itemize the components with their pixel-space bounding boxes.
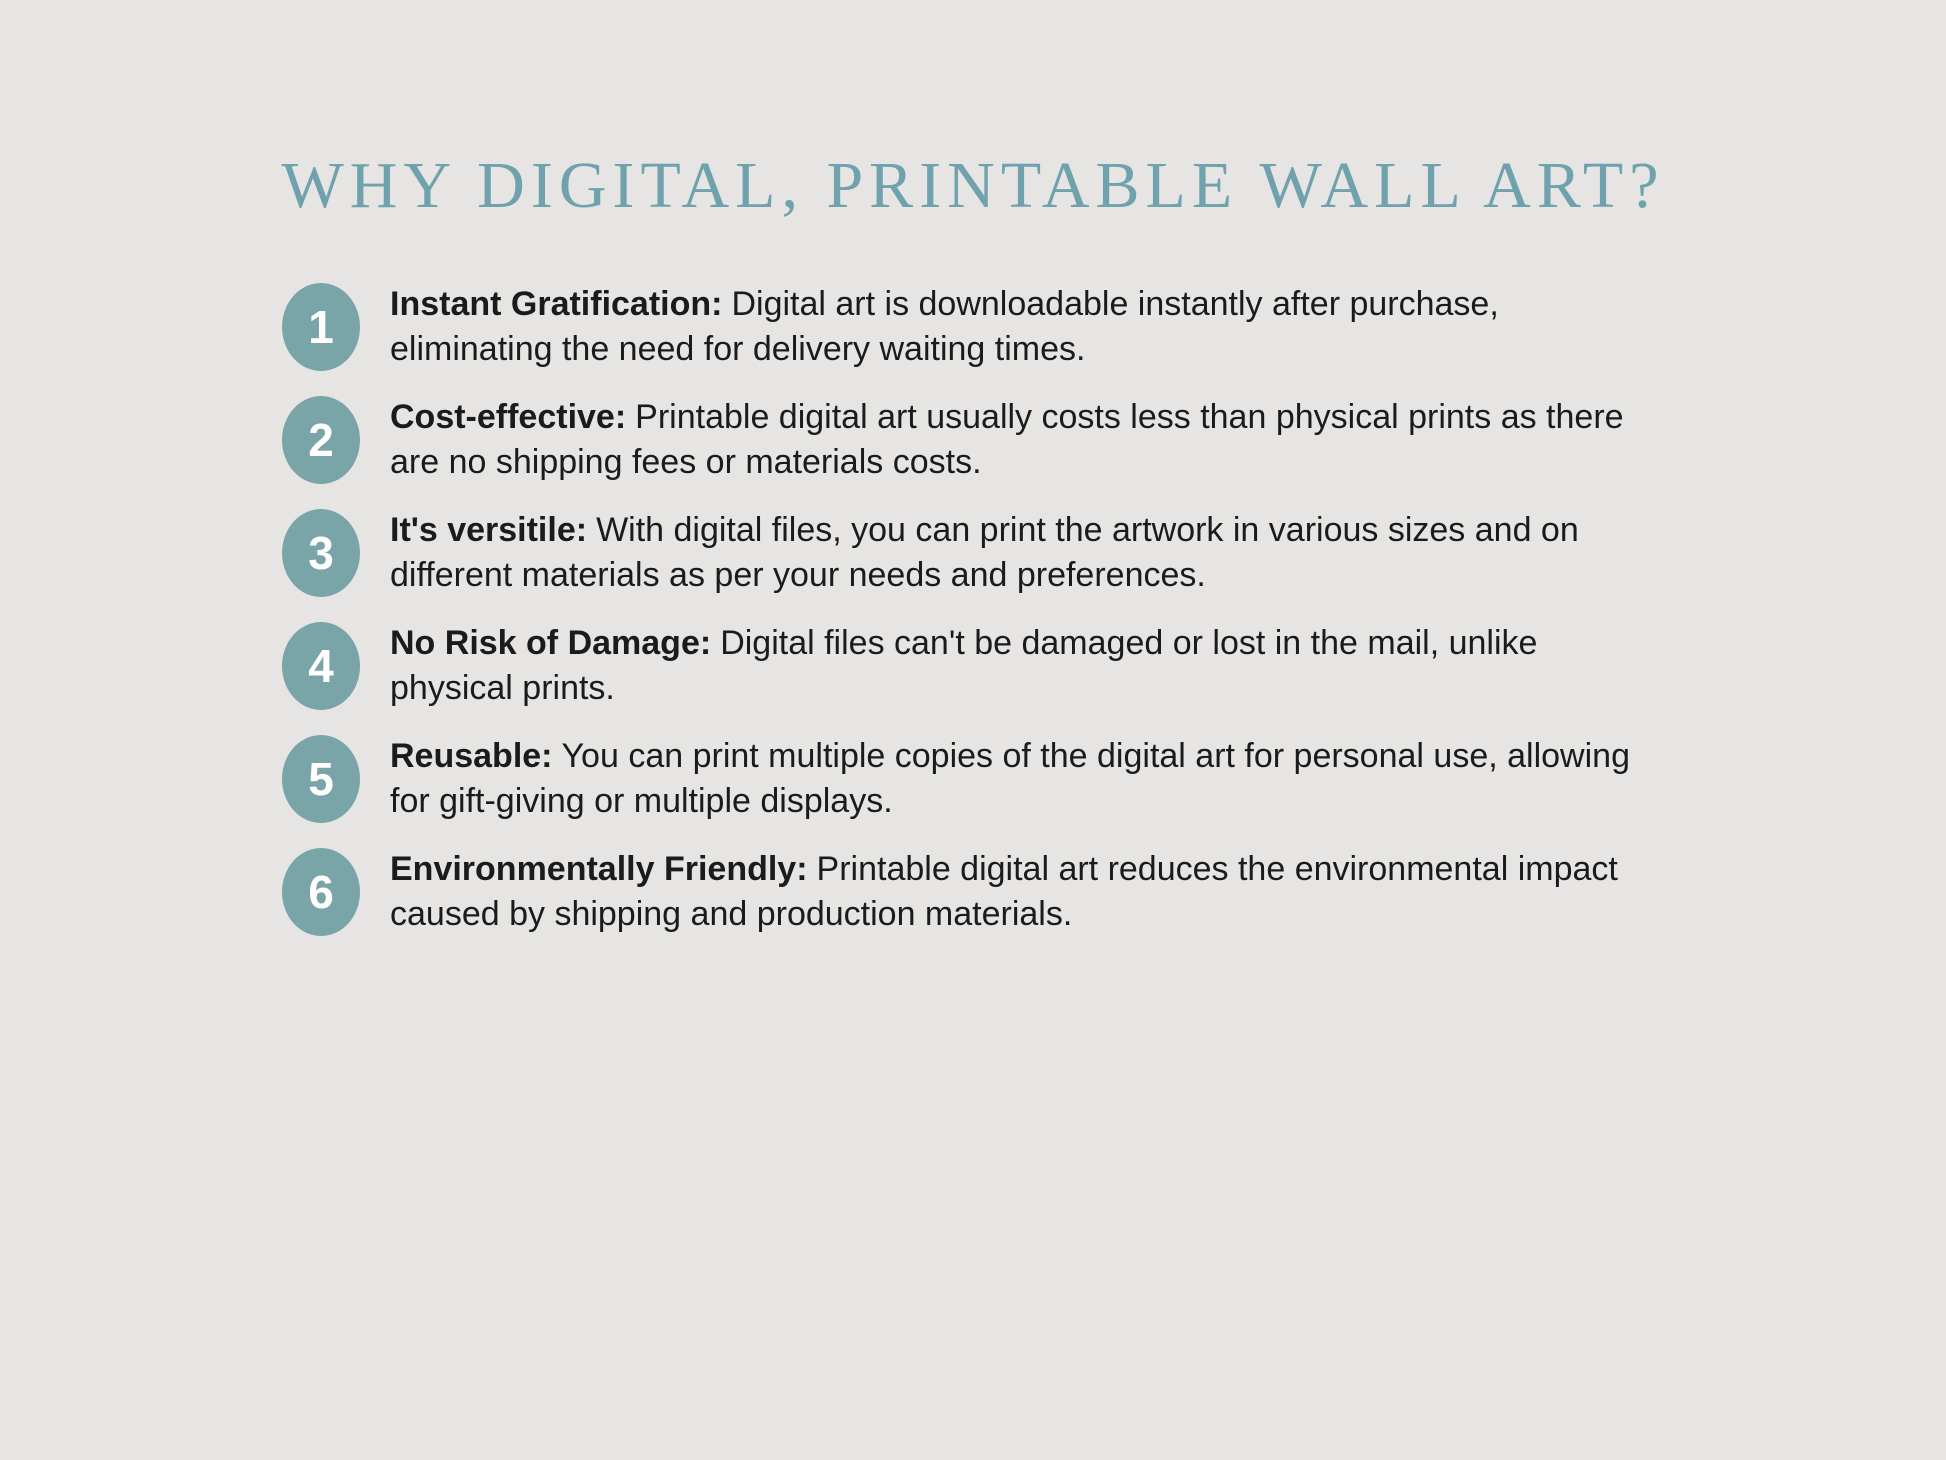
item-text — [390, 395, 1645, 485]
list-item — [282, 508, 1696, 598]
item-description: Printable digital art reduces the environmental impact caused by shipping and production materials. — [390, 850, 1618, 934]
benefits-list — [0, 225, 1946, 937]
badge-number: 2 — [308, 414, 334, 467]
badge-number: 5 — [308, 753, 334, 806]
number-badge — [282, 735, 360, 823]
badge-number: 1 — [308, 301, 334, 354]
number-badge — [282, 622, 360, 710]
list-item — [282, 395, 1696, 485]
item-label: It's versitile: — [390, 511, 588, 550]
badge-number: 4 — [308, 640, 334, 693]
badge-number: 6 — [308, 866, 334, 919]
item-label: No Risk of Damage: — [390, 624, 712, 663]
item-description: You can print multiple copies of the digital art for personal use, allowing for gift-giving or multiple displays. — [390, 737, 1630, 821]
item-description: Digital files can't be damaged or lost in the mail, unlike physical prints. — [390, 624, 1538, 708]
item-text — [390, 282, 1645, 372]
item-text — [390, 734, 1645, 824]
item-text — [390, 847, 1645, 937]
item-description: With digital files, you can print the artwork in various sizes and on different materials as per your needs and preferences. — [390, 511, 1579, 595]
number-badge — [282, 848, 360, 936]
item-description: Digital art is downloadable instantly after purchase, eliminating the need for delivery waiting times. — [390, 285, 1499, 369]
list-item — [282, 734, 1696, 824]
list-item — [282, 847, 1696, 937]
badge-number: 3 — [308, 527, 334, 580]
number-badge — [282, 396, 360, 484]
number-badge — [282, 283, 360, 371]
page-title: WHY DIGITAL, PRINTABLE WALL ART? — [281, 149, 1665, 222]
item-text — [390, 621, 1645, 711]
item-label: Environmentally Friendly: — [390, 850, 808, 889]
list-item — [282, 621, 1696, 711]
item-description: Printable digital art usually costs less than physical prints as there are no shipping fees or materials costs. — [390, 398, 1624, 482]
item-label: Reusable: — [390, 737, 553, 776]
item-text — [390, 508, 1645, 598]
item-label: Instant Gratification: — [390, 285, 723, 324]
list-item — [282, 282, 1696, 372]
number-badge — [282, 509, 360, 597]
item-label: Cost-effective: — [390, 398, 627, 437]
